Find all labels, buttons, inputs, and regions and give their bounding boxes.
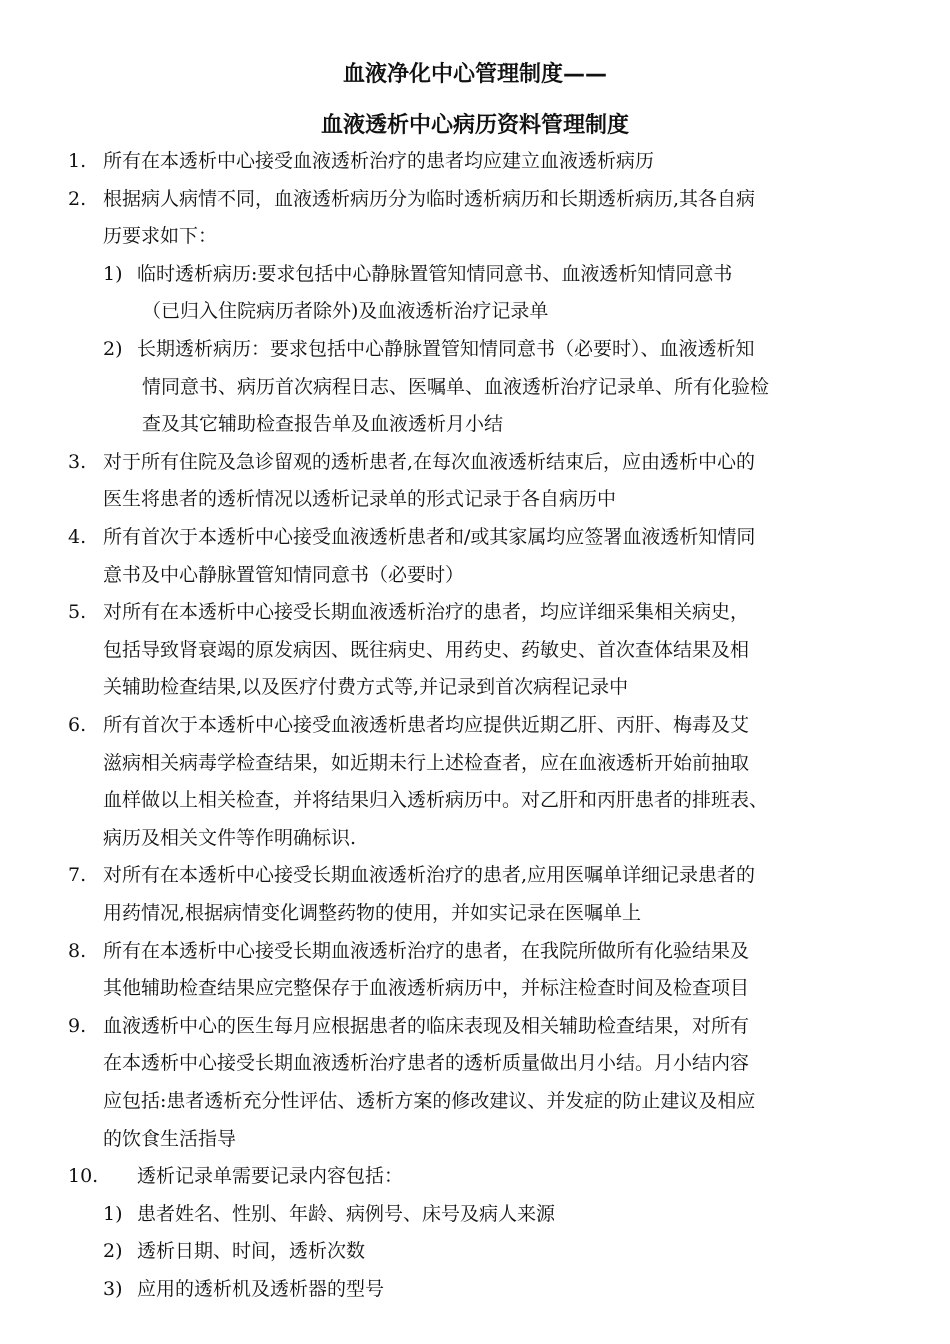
item-text-line: 关辅助检查结果,以及医疗付费方式等,并记录到首次病程记录中 bbox=[103, 676, 629, 699]
item-text-line: 所有在本透析中心接受长期血液透析治疗的患者，在我院所做所有化验结果及 bbox=[103, 939, 750, 962]
item-text-line: 血液透析中心的医生每月应根据患者的临床表现及相关辅助检查结果，对所有 bbox=[103, 1014, 750, 1037]
item-text-line: 滋病相关病毒学检查结果，如近期未行上述检查者，应在血液透析开始前抽取 bbox=[103, 751, 750, 774]
item-number: 5. bbox=[68, 601, 87, 624]
item-text-line: 血样做以上相关检查，并将结果归入透析病历中。对乙肝和丙肝患者的排班表、 bbox=[103, 789, 769, 812]
item-text-line: 根据病人病情不同，血液透析病历分为临时透析病历和长期透析病历,其各自病 bbox=[103, 187, 756, 210]
item-text-line: 所有首次于本透析中心接受血液透析患者和/或其家属均应签署血液透析知情同 bbox=[103, 526, 756, 548]
item-number: 1. bbox=[68, 150, 87, 172]
item-text-line: 在本透析中心接受长期血液透析治疗患者的透析质量做出月小结。月小结内容 bbox=[103, 1052, 750, 1075]
item-text-line: 其他辅助检查结果应完整保存于血液透析病历中，并标注检查时间及检查项目 bbox=[103, 977, 750, 1000]
item-text-line: 包括导致肾衰竭的原发病因、既往病史、用药史、药敏史、首次查体结果及相 bbox=[103, 638, 750, 661]
item-text-line: 对于所有住院及急诊留观的透析患者,在每次血液透析结束后，应由透析中心的 bbox=[103, 450, 756, 473]
item-number: 6. bbox=[68, 714, 87, 736]
document-title-line-2: 血液透析中心病历资料管理制度 bbox=[320, 113, 629, 138]
item-number: 4. bbox=[68, 526, 87, 548]
sub-item-number: 3) bbox=[103, 1278, 123, 1300]
item-number: 2. bbox=[68, 187, 87, 210]
item-text-line: 对所有在本透析中心接受长期血液透析治疗的患者,应用医嘱单详细记录患者的 bbox=[103, 864, 756, 887]
sub-item-text-line: 患者姓名、性别、年龄、病例号、床号及病人来源 bbox=[137, 1202, 556, 1225]
item-text-line: 历要求如下： bbox=[103, 225, 218, 248]
item-text-line: 应包括:患者透析充分性评估、透析方案的修改建议、并发症的防止建议及相应 bbox=[103, 1090, 756, 1112]
item-number: 7. bbox=[68, 864, 87, 887]
item-text-line: 医生将患者的透析情况以透析记录单的形式记录于各自病历中 bbox=[103, 488, 617, 511]
item-number: 3. bbox=[68, 450, 87, 473]
sub-item-number: 1) bbox=[103, 262, 123, 285]
sub-item-text-line: （已归入住院病历者除外)及血液透析治疗记录单 bbox=[142, 300, 549, 323]
sub-item-text-line: 查及其它辅助检查报告单及血液透析月小结 bbox=[142, 413, 504, 436]
sub-item-text-line: 临时透析病历:要求包括中心静脉置管知情同意书、血液透析知情同意书 bbox=[137, 262, 733, 285]
item-text-line: 对所有在本透析中心接受长期血液透析治疗的患者，均应详细采集相关病史， bbox=[103, 601, 750, 624]
item-text-line: 病历及相关文件等作明确标识. bbox=[103, 826, 357, 849]
sub-item-text-line: 情同意书、病历首次病程日志、医嘱单、血液透析治疗记录单、所有化验检 bbox=[142, 375, 770, 398]
item-number: 9. bbox=[68, 1014, 87, 1037]
sub-item-text-line: 应用的透析机及透析器的型号 bbox=[137, 1278, 385, 1300]
item-text-line: 用药情况,根据病情变化调整药物的使用，并如实记录在医嘱单上 bbox=[103, 902, 642, 924]
item-text-line: 所有在本透析中心接受血液透析治疗的患者均应建立血液透析病历 bbox=[103, 150, 655, 172]
item-text-line: 的饮食生活指导 bbox=[103, 1127, 237, 1150]
item-text-line: 所有首次于本透析中心接受血液透析患者均应提供近期乙肝、丙肝、梅毒及艾 bbox=[103, 714, 750, 736]
document-title-line-1: 血液净化中心管理制度—— bbox=[342, 62, 607, 87]
item-text-line: 意书及中心静脉置管知情同意书（必要时） bbox=[103, 563, 465, 586]
sub-item-text-line: 长期透析病历：要求包括中心静脉置管知情同意书（必要时）、血液透析知 bbox=[137, 338, 755, 360]
sub-item-number: 2) bbox=[103, 338, 123, 360]
item-number: 8. bbox=[68, 939, 87, 962]
sub-item-number: 2) bbox=[103, 1240, 123, 1263]
sub-item-number: 1) bbox=[103, 1202, 123, 1225]
item-number: 10. bbox=[68, 1165, 99, 1188]
item-text-line: 透析记录单需要记录内容包括： bbox=[137, 1165, 404, 1188]
sub-item-text-line: 透析日期、时间，透析次数 bbox=[137, 1240, 366, 1263]
